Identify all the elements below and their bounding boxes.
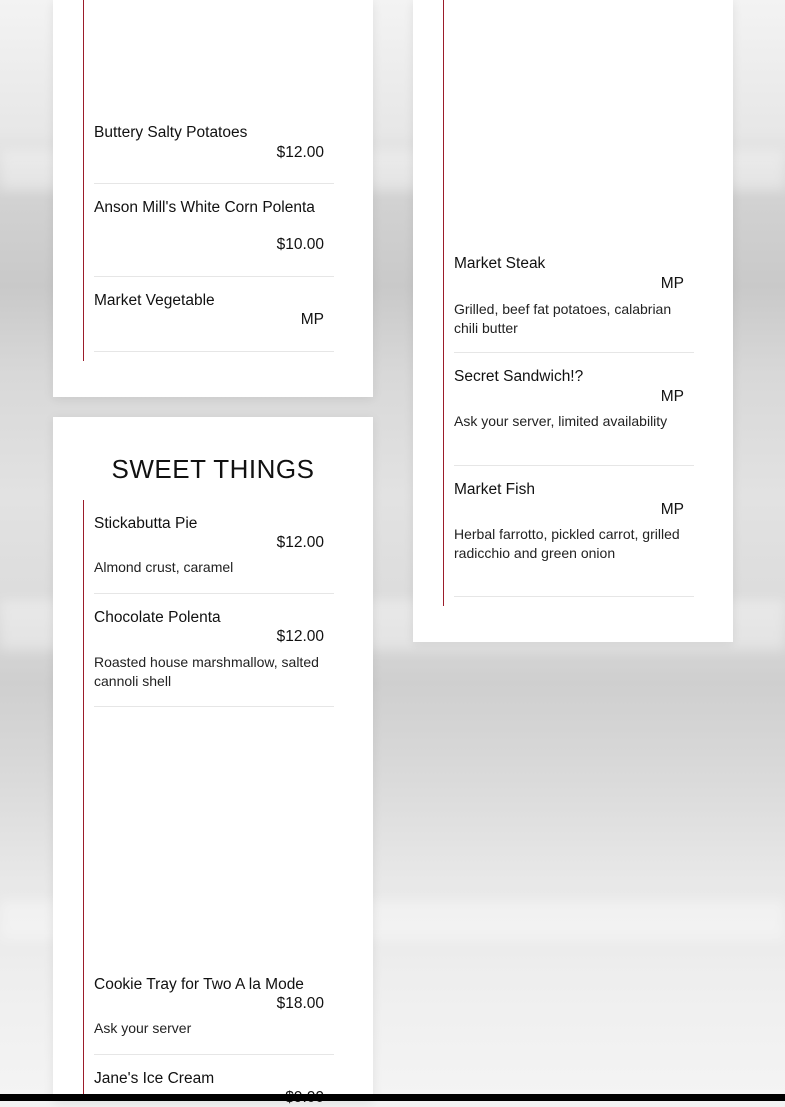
- item-divider: [94, 593, 334, 594]
- item-description: Herbal farrotto, pickled carrot, grilled radicchio and green onion: [454, 526, 680, 561]
- item-price: $10.00: [276, 236, 324, 253]
- item-divider: [94, 183, 334, 184]
- item-name: Secret Sandwich!?: [454, 368, 584, 385]
- item-description: Ask your server: [94, 1020, 192, 1036]
- item-name: Market Fish: [454, 481, 535, 498]
- item-price: MP: [660, 388, 684, 405]
- menu-item: [454, 368, 694, 466]
- item-price: MP: [660, 501, 684, 518]
- item-price: MP: [660, 275, 684, 292]
- menu-item: [94, 292, 334, 352]
- menu-card-mains: [413, 0, 733, 642]
- menu-item: [94, 609, 334, 707]
- menu-item: [94, 976, 334, 1055]
- item-divider: [454, 465, 694, 466]
- item-description: Roasted house marshmallow, salted cannoli shell: [94, 654, 319, 689]
- item-name: Chocolate Polenta: [94, 609, 221, 626]
- section-rule: [83, 0, 84, 361]
- section-rule: [83, 500, 84, 1101]
- item-divider: [454, 596, 694, 597]
- item-price: MP: [300, 311, 324, 328]
- item-divider: [94, 706, 334, 707]
- menu-item: [94, 124, 334, 184]
- item-description: Ask your server, limited availability: [454, 413, 668, 429]
- menu-item: [454, 255, 694, 353]
- item-price: $18.00: [276, 995, 324, 1012]
- item-price: $12.00: [276, 534, 324, 551]
- item-price: $12.00: [276, 628, 324, 645]
- section-rule: [443, 0, 444, 606]
- item-name: Stickabutta Pie: [94, 515, 198, 532]
- menu-item: [94, 515, 334, 594]
- section-title: SWEET THINGS: [111, 454, 315, 484]
- item-description: Almond crust, caramel: [94, 559, 234, 575]
- menu-card-sweet-things: [53, 417, 373, 1101]
- item-name: Cookie Tray for Two A la Mode: [94, 976, 304, 993]
- bottom-bar: [0, 1094, 785, 1101]
- item-name: Market Vegetable: [94, 292, 215, 309]
- item-divider: [454, 352, 694, 353]
- menu-card-sides: [53, 0, 373, 397]
- item-divider: [94, 1054, 334, 1055]
- menu-item: [454, 481, 694, 597]
- item-divider: [94, 276, 334, 277]
- item-name: Jane's Ice Cream: [94, 1070, 215, 1087]
- item-price: $12.00: [276, 144, 324, 161]
- item-description: Grilled, beef fat potatoes, calabrian chili butter: [454, 301, 672, 336]
- item-name: Market Steak: [454, 255, 546, 272]
- menu-item: [94, 199, 334, 277]
- item-name: Buttery Salty Potatoes: [94, 124, 248, 141]
- item-divider: [94, 351, 334, 352]
- item-name: Anson Mill's White Corn Polenta: [94, 199, 315, 216]
